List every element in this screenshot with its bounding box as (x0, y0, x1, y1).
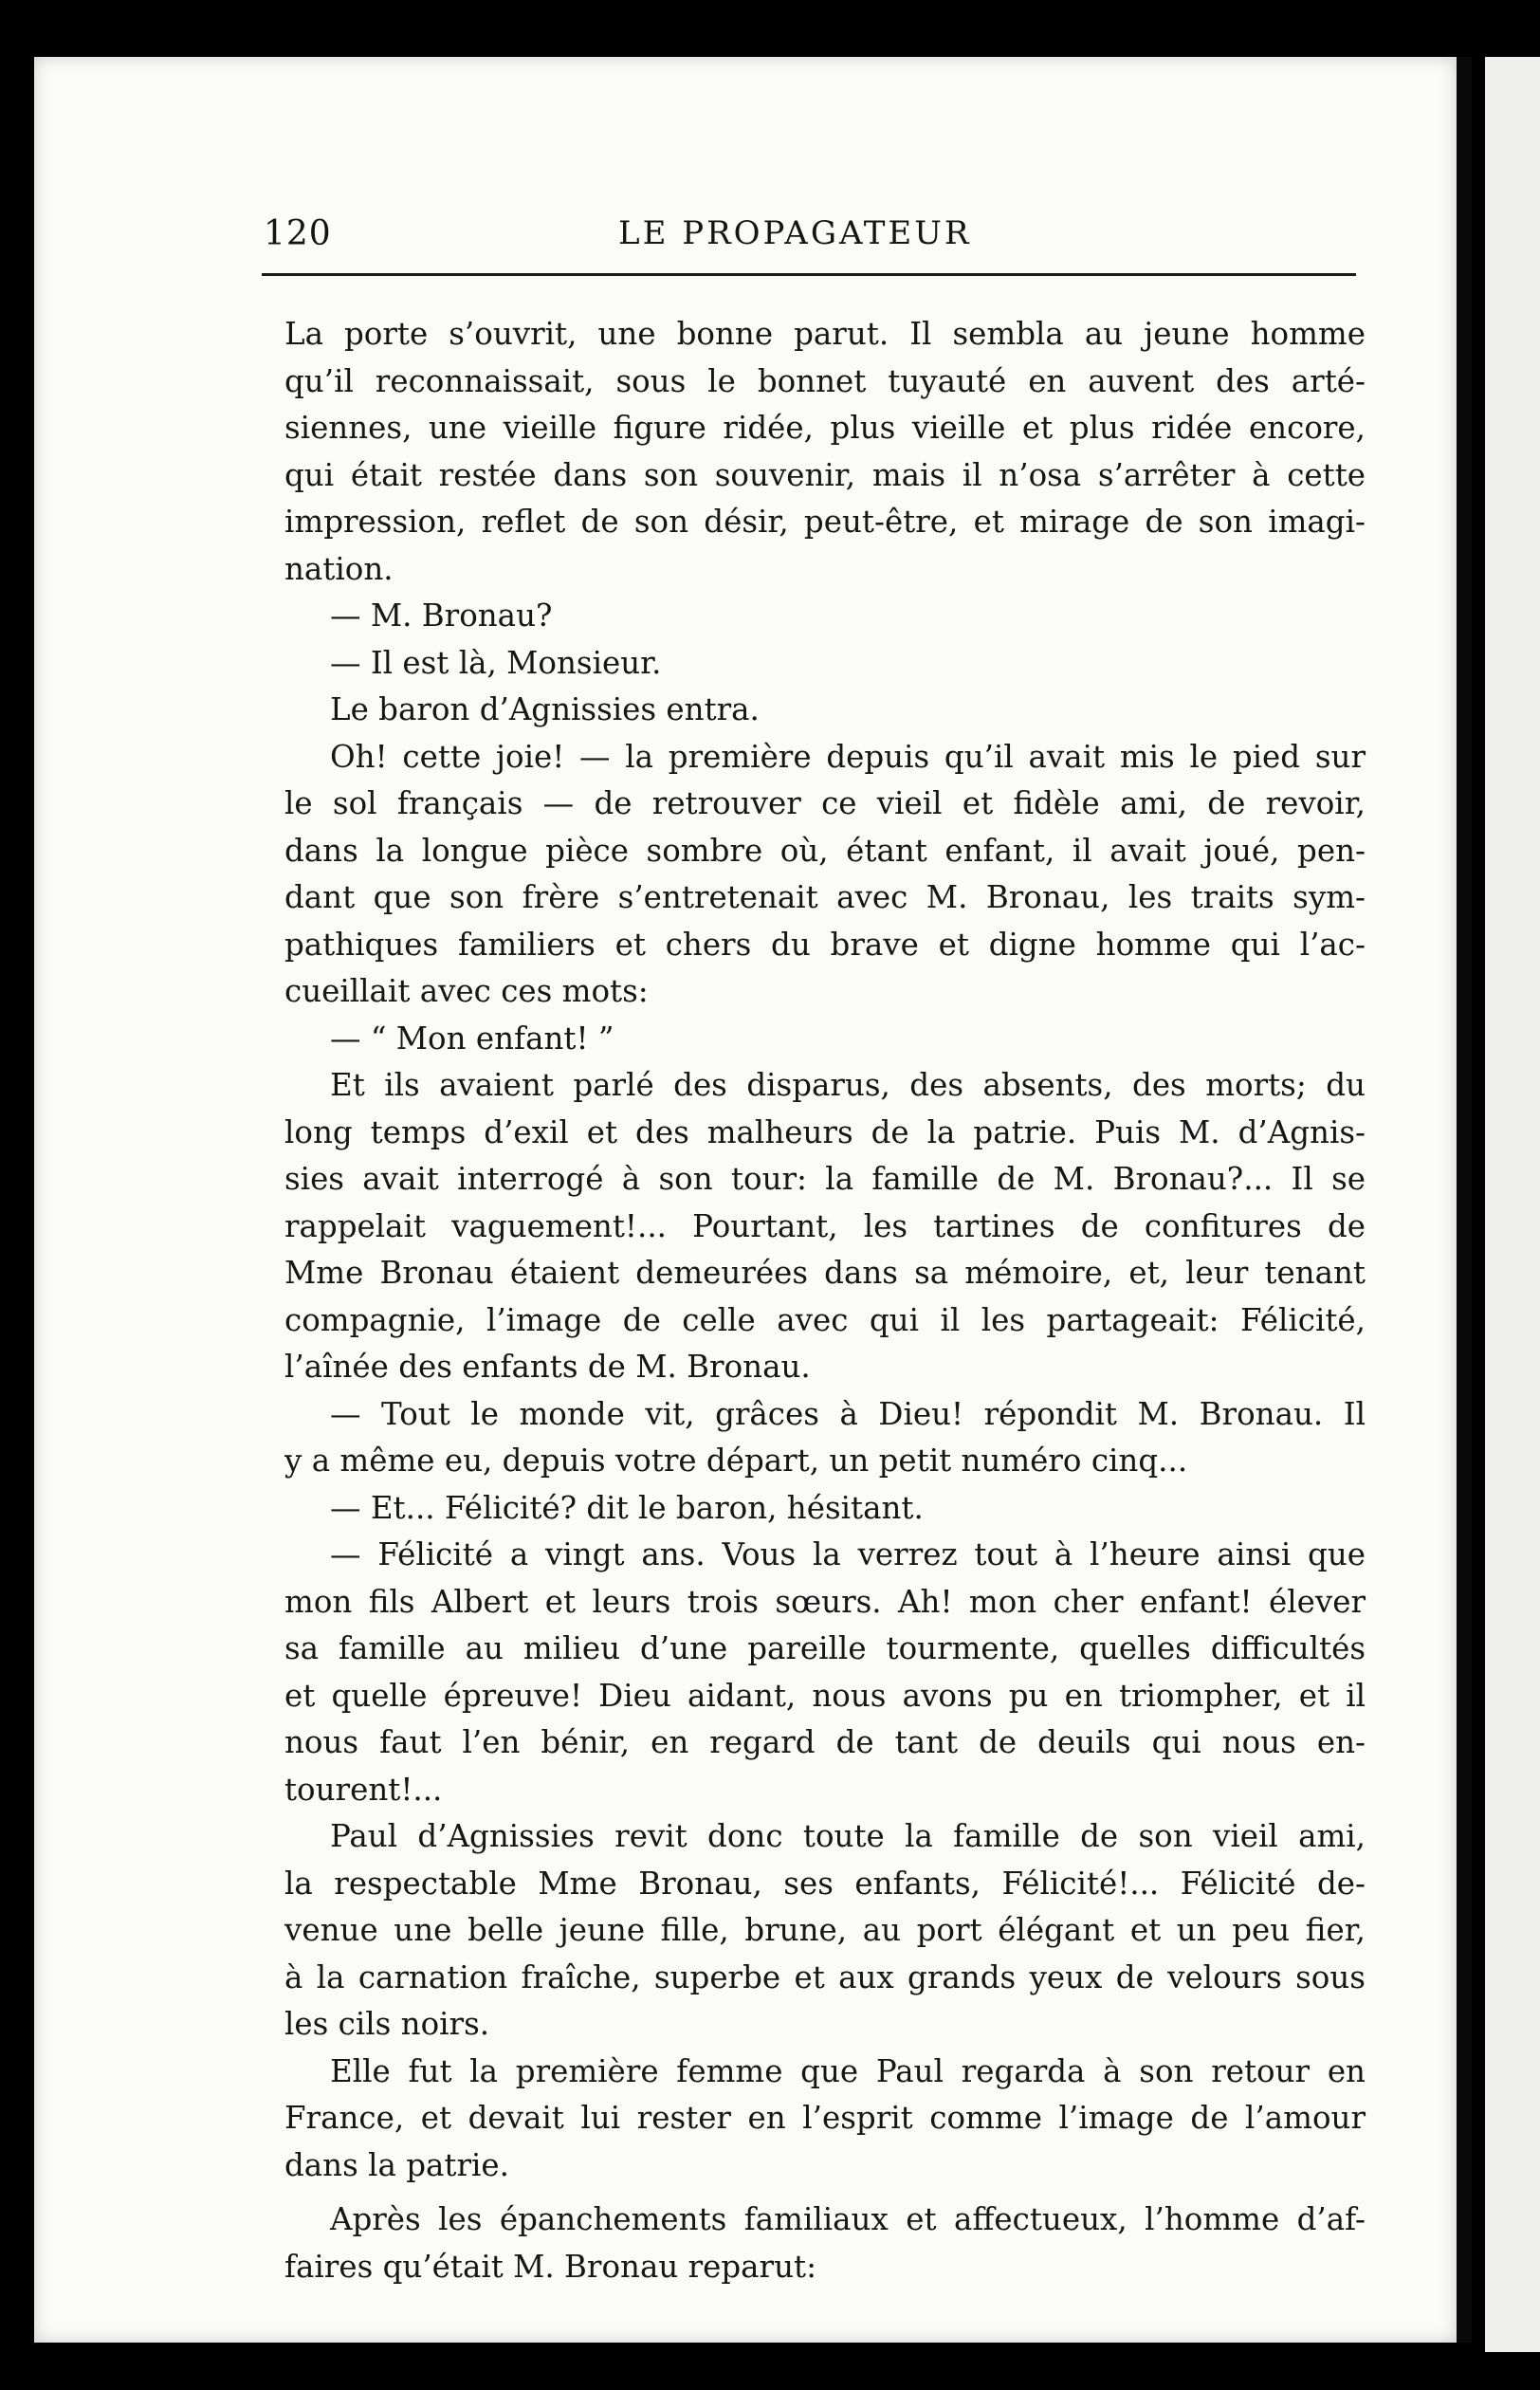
text-line: mon fils Albert et leurs trois sœurs. Ah! mon cher enfant! élever (284, 1583, 1366, 1620)
text-line: venue une belle jeune fille, brune, au port élégant et un peu fier, (284, 1912, 1366, 1948)
text-line: et quelle épreuve! Dieu aidant, nous avons pu en triompher, et il (284, 1677, 1366, 1714)
text-line: siennes, une vieille figure ridée, plus vieille et plus ridée encore, (284, 410, 1366, 446)
page-number: 120 (264, 214, 332, 253)
text-line: Paul d’Agnissies revit donc toute la famille de son vieil ami, (330, 1818, 1366, 1854)
text-line: les cils noirs. (284, 2006, 490, 2042)
text-line: — Il est là, Monsieur. (330, 644, 662, 681)
paragraph-gap (284, 2189, 1366, 2197)
text-line: qui était restée dans son souvenir, mais il n’osa s’arrêter à cette (284, 456, 1366, 493)
text-line: — Tout le monde vit, grâces à Dieu! répondit M. Bronau. Il (330, 1395, 1366, 1432)
text-line: sa famille au milieu d’une pareille tourmente, quelles difficultés (284, 1630, 1366, 1666)
page-header (228, 209, 1356, 267)
text-line: Après les épanchements familiaux et affectueux, l’homme d’af- (330, 2201, 1366, 2237)
adjacent-page-edge (1485, 57, 1540, 2352)
text-line: — “ Mon enfant! ” (330, 1020, 614, 1057)
running-head: LE PROPAGATEUR (618, 214, 972, 252)
text-line: faires qu’était M. Bronau reparut: (284, 2248, 817, 2285)
text-line: dans la patrie. (284, 2146, 509, 2183)
text-line: pathiques familiers et chers du brave et digne homme qui l’ac- (284, 926, 1366, 963)
text-line: Mme Bronau étaient demeurées dans sa mémoire, et, leur tenant (284, 1255, 1366, 1291)
text-line: qu’il reconnaissait, sous le bonnet tuyauté en auvent des arté- (284, 362, 1366, 399)
text-line: y a même eu, depuis votre départ, un petit numéro cinq... (284, 1443, 1188, 1479)
page-gutter-shadow (1457, 57, 1472, 2343)
text-line: — Et... Félicité? dit le baron, hésitant. (330, 1489, 924, 1526)
text-line: impression, reflet de son désir, peut-être, et mirage de son imagi- (284, 504, 1366, 540)
text-line: — Félicité a vingt ans. Vous la verrez tout à l’heure ainsi que (330, 1536, 1366, 1572)
text-line: Elle fut la première femme que Paul regarda à son retour en (330, 2052, 1366, 2089)
text-line: tourent!... (284, 1771, 443, 1808)
text-line: dant que son frère s’entretenait avec M. Bronau, les traits sym- (284, 879, 1366, 915)
text-line: — M. Bronau? (330, 598, 553, 634)
text-line: long temps d’exil et des malheurs de la patrie. Puis M. d’Agnis- (284, 1113, 1366, 1150)
header-rule (262, 273, 1356, 276)
text-line: cueillait avec ces mots: (284, 973, 649, 1009)
text-line: sies avait interrogé à son tour: la famille de M. Bronau?... Il se (284, 1161, 1366, 1197)
text-line: la respectable Mme Bronau, ses enfants, Félicité!... Félicité de- (284, 1865, 1366, 1902)
text-line: Oh! cette joie! — la première depuis qu’il avait mis le pied sur (330, 738, 1366, 775)
text-line: à la carnation fraîche, superbe et aux grands yeux de velours sous (284, 1958, 1366, 1995)
text-line: Le baron d’Agnissies entra. (330, 691, 760, 727)
text-line: le sol français — de retrouver ce vieil et fidèle ami, de revoir, (284, 785, 1366, 821)
text-line: nous faut l’en bénir, en regard de tant de deuils qui nous en- (284, 1724, 1366, 1760)
text-line: France, et devait lui rester en l’esprit comme l’image de l’amour (284, 2100, 1366, 2136)
body-text (284, 311, 1366, 2290)
text-line: dans la longue pièce sombre où, étant enfant, il avait joué, pen- (284, 832, 1366, 869)
text-line: Et ils avaient parlé des disparus, des absents, des morts; du (330, 1067, 1366, 1103)
text-line: rappelait vaguement!... Pourtant, les tartines de confitures de (284, 1207, 1366, 1244)
text-line: La porte s’ouvrit, une bonne parut. Il sembla au jeune homme (284, 316, 1366, 352)
text-line: nation. (284, 550, 394, 587)
text-line: compagnie, l’image de celle avec qui il les partageait: Félicité, (284, 1301, 1366, 1338)
text-line: l’aînée des enfants de M. Bronau. (284, 1349, 811, 1385)
